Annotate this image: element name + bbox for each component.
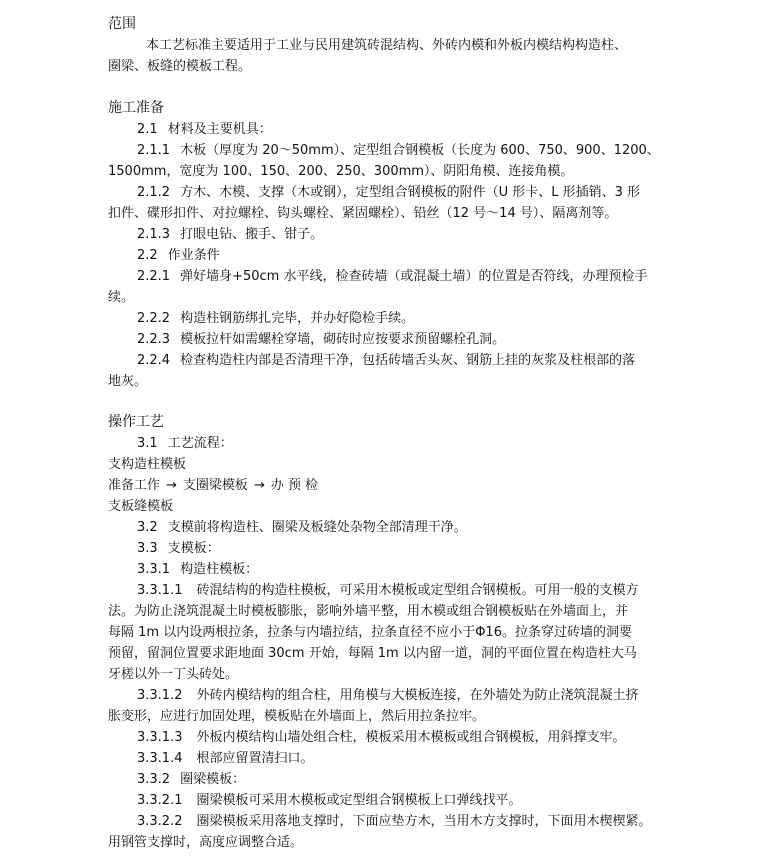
arrow-right-icon: → [253,478,265,493]
paragraph-line: 预留，留洞位置要求距地面 30cm 开始，每隔 1m 以内留一道，洞的平面位置在构造柱大马 [108,646,637,661]
clause-text: 构造柱模板： [180,562,259,577]
paragraph-line: 每隔 1m 以内设两根拉条，拉条与内墙拉结，拉条直径不应小于Φ16。拉条穿过砖墙的洞要 [108,625,632,640]
clause-line [137,811,668,832]
clause-line [137,559,668,580]
clause-number: 3.3.1.3 [137,730,183,745]
paragraph-line: 用钢管支撑时，高度应调整合适。 [108,835,304,850]
clause-line [137,790,668,811]
clause-number: 3.1 [137,436,158,451]
clause-line [137,350,668,371]
clause-text: 根部应留置清扫口。 [196,751,314,766]
clause-text: 圈梁模板采用落地支撑时，下面应垫方木，当用木方支撑时，下面用木楔楔紧。 [196,814,652,829]
paragraph-line: 法。为防止浇筑混凝土时模板膨胀，影响外墙平整，用木模或组合钢模板贴在外墙面上，并 [108,604,629,619]
clause-line [137,748,668,769]
clause-text: 外砖内模结构的组合柱，用角模与大模板连接，在外墙处为防止浇筑混凝土挤 [196,688,639,703]
clause-line [137,245,668,266]
clause-line [137,580,668,601]
clause-text: 圈梁模板： [180,772,246,787]
clause-number: 3.3.1.4 [137,751,183,766]
clause-line [137,433,668,454]
clause-number: 3.3.2 [137,772,171,787]
clause-number: 2.1.3 [137,227,171,242]
clause-line [137,140,668,161]
clause-number: 3.3.2.1 [137,793,183,808]
clause-text: 木板（厚度为 20～50mm）、定型组合钢模板（长度为 600、750、900、1200、 [180,143,660,158]
clause-number: 3.3.2.2 [137,814,183,829]
flow-step-prepare: 准备工作 [108,478,161,493]
paragraph-line: 1500mm，宽度为 100、150、200、250、300mm）、阴阳角模、连接角模。 [108,164,574,179]
clause-text: 弹好墙身+50cm 水平线，检查砖墙（或混凝土墙）的位置是否符线，办理预检手 [180,269,648,284]
clause-line [137,308,668,329]
clause-number: 2.1.2 [137,185,171,200]
clause-number: 3.3.1.1 [137,583,183,598]
clause-text: 方木、木模、支撑（木或钢），定型组合钢模板的附件（U 形卡、L 形插销、3 形 [180,185,641,200]
section-title-scope: 范围 [108,16,136,32]
clause-number: 2.2.2 [137,311,171,326]
arrow-right-icon: → [166,478,177,493]
clause-text: 支模前将构造柱、圈梁及板缝处杂物全部清理干净。 [167,520,467,535]
clause-number: 2.2.1 [137,269,171,284]
clause-text: 砖混结构的构造柱模板，可采用木模板或定型组合钢模板。可用一般的支模方 [196,583,639,598]
paragraph-line: 本工艺标准主要适用于工业与民用建筑砖混结构、外砖内模和外板内模结构构造柱、 [146,38,628,53]
clause-line [137,517,668,538]
clause-text: 支模板： [167,541,220,556]
clause-number: 2.2.4 [137,353,171,368]
flow-step-line: 支板缝模板 [108,499,174,514]
clause-text: 圈梁模板可采用木模板或定型组合钢模板上口弹线找平。 [196,793,522,808]
clause-text: 模板拉杆如需螺栓穿墙，砌砖时应按要求预留螺栓孔洞。 [180,332,506,347]
clause-number: 3.3.1 [137,562,171,577]
clause-number: 3.2 [137,520,158,535]
clause-number: 2.2.3 [137,332,171,347]
flow-step-line: 支构造柱模板 [108,457,187,472]
clause-text: 工艺流程： [167,436,233,451]
clause-text: 打眼电钻、搬手、钳子。 [180,227,324,242]
clause-text: 外板内模结构山墙处组合柱，模板采用木模板或组合钢模板，用斜撑支牢。 [196,730,626,745]
clause-text: 检查构造柱内部是否清理干净，包括砖墙舌头灰、钢筋上挂的灰浆及柱根部的落 [180,353,636,368]
paragraph-line: 扣件、碟形扣件、对拉螺栓、钩头螺栓、紧固螺栓）、铅丝（12 号～14 号）、隔离剂等。 [108,206,618,221]
flow-step-precheck: 办 预 检 [270,478,319,493]
clause-number: 2.1.1 [137,143,171,158]
section-title-procedure: 操作工艺 [108,414,164,430]
paragraph-line: 牙槎以外一丁头砖处。 [108,667,239,682]
flow-step-ring-beam: 支圈梁模板 [182,478,248,493]
clause-number: 3.3.1.2 [137,688,183,703]
clause-number: 2.1 [137,122,158,137]
clause-line [137,769,668,790]
clause-line [137,182,668,203]
paragraph-line: 续。 [108,290,135,305]
clause-line [137,329,668,350]
clause-line [137,685,668,706]
clause-number: 3.3 [137,541,158,556]
clause-text: 材料及主要机具： [167,122,272,137]
process-flow-line [108,475,668,496]
clause-line [137,119,668,140]
paragraph-line: 地灰。 [108,374,148,389]
clause-text: 构造柱钢筋绑扎完毕，并办好隐检手续。 [180,311,415,326]
paragraph-line: 圈梁、板缝的模板工程。 [108,59,252,74]
clause-line [137,538,668,559]
clause-number: 2.2 [137,248,158,263]
clause-line [137,224,668,245]
clause-line [137,727,668,748]
paragraph-line: 胀变形，应进行加固处理，模板贴在外墙面上，然后用拉条拉牢。 [108,709,486,724]
clause-text: 作业条件 [167,248,220,263]
clause-line [137,266,668,287]
section-title-preparation: 施工准备 [108,100,164,116]
